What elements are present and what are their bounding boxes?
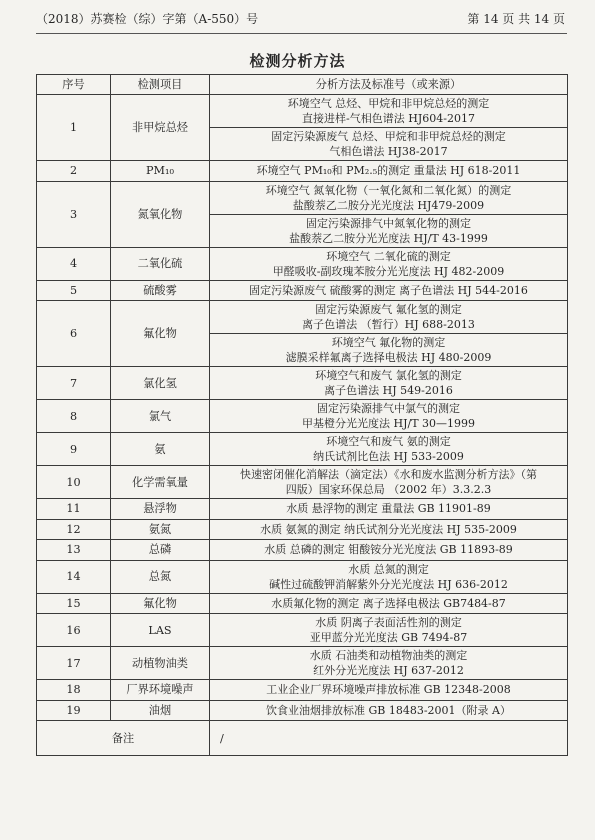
method-line: 水质 悬浮物的测定 重量法 GB 11901-89 xyxy=(286,502,491,516)
remark-value: / xyxy=(210,721,568,756)
row-number: 19 xyxy=(37,700,111,721)
row-number: 2 xyxy=(37,161,111,182)
table-row xyxy=(37,161,568,182)
row-number: 10 xyxy=(37,466,111,499)
test-item: 二氧化硫 xyxy=(111,247,210,280)
test-item: LAS xyxy=(111,614,210,647)
row-number: 3 xyxy=(37,181,111,247)
row-number: 12 xyxy=(37,519,111,540)
row-number: 17 xyxy=(37,647,111,680)
table-row xyxy=(37,700,568,721)
method-cell xyxy=(210,214,568,247)
method-line: 甲醛吸收-副玫瑰苯胺分光光度法 HJ 482-2009 xyxy=(272,264,505,278)
method-cell xyxy=(210,519,568,540)
table-row xyxy=(37,680,568,701)
test-item: 厂界环境噪声 xyxy=(111,680,210,701)
table-row xyxy=(37,301,568,334)
method-cell xyxy=(210,700,568,721)
table-row xyxy=(37,614,568,647)
page-title: 检测分析方法 xyxy=(249,52,346,70)
row-number: 15 xyxy=(37,593,111,614)
method-line: 碱性过硫酸钾消解紫外分光光度法 HJ 636-2012 xyxy=(269,577,508,591)
method-cell xyxy=(210,400,568,433)
test-item: 氯化氢 xyxy=(111,367,210,400)
test-item: 氯气 xyxy=(111,400,210,433)
method-cell xyxy=(210,647,568,680)
row-number: 11 xyxy=(37,499,111,520)
test-item: 悬浮物 xyxy=(111,499,210,520)
method-line: 环境空气 二氧化硫的测定 xyxy=(326,249,451,263)
method-line: 四版）国家环保总局 （2002 年）3.3.2.3 xyxy=(285,483,492,496)
method-line: 水质氟化物的测定 离子选择电极法 GB7484-87 xyxy=(271,596,506,610)
method-line: 环境空气和废气 氨的测定 xyxy=(326,435,451,448)
remark-row xyxy=(37,721,568,756)
test-item: 油烟 xyxy=(111,700,210,721)
method-cell xyxy=(210,680,568,701)
row-number: 14 xyxy=(37,560,111,593)
row-number: 5 xyxy=(37,280,111,301)
method-cell xyxy=(210,247,568,280)
method-line: 固定污染源废气 氟化氢的测定 xyxy=(315,303,462,316)
method-cell xyxy=(210,334,568,367)
methods-table xyxy=(36,74,568,756)
method-cell xyxy=(210,593,568,614)
table-header-row xyxy=(37,75,568,95)
row-number: 16 xyxy=(37,614,111,647)
test-item: 氨氮 xyxy=(111,519,210,540)
table-row xyxy=(37,466,568,499)
method-cell xyxy=(210,181,568,214)
remark-label: 备注 xyxy=(37,721,210,756)
method-line: 环境空气 氟化物的测定 xyxy=(331,336,446,349)
row-number: 6 xyxy=(37,301,111,367)
method-line: 红外分光光度法 HJ 637-2012 xyxy=(313,664,464,677)
method-line: 甲基橙分光光度法 HJ/T 30—1999 xyxy=(301,417,476,430)
method-cell xyxy=(210,433,568,466)
method-cell xyxy=(210,280,568,301)
method-cell xyxy=(210,95,568,128)
method-line: 快速密闭催化消解法（滴定法）《水和废水监测分析方法》（第 xyxy=(240,468,537,481)
test-item: 总磷 xyxy=(111,540,210,561)
method-line: 水质 总氮的测定 xyxy=(348,562,429,576)
method-line: 纳氏试剂比色法 HJ 533-2009 xyxy=(313,450,464,463)
column-header-item: 检测项目 xyxy=(111,75,210,95)
method-line: 盐酸萘乙二胺分光光度法 HJ479-2009 xyxy=(292,198,485,212)
table-body xyxy=(37,95,568,721)
test-item: 氨 xyxy=(111,433,210,466)
test-item: 非甲烷总烃 xyxy=(111,95,210,161)
method-cell xyxy=(210,614,568,647)
method-line: 固定污染源排气中氮氧化物的测定 xyxy=(306,216,471,230)
table-row xyxy=(37,560,568,593)
method-cell xyxy=(210,560,568,593)
header-divider xyxy=(36,33,567,34)
table-row xyxy=(37,181,568,214)
method-cell xyxy=(210,367,568,400)
method-line: 环境空气 氮氧化物（一氧化氮和二氧化氮）的测定 xyxy=(265,183,512,197)
test-item: 化学需氧量 xyxy=(111,466,210,499)
method-line: 水质 阴离子表面活性剂的测定 xyxy=(315,616,462,629)
row-number: 4 xyxy=(37,247,111,280)
row-number: 13 xyxy=(37,540,111,561)
method-cell xyxy=(210,301,568,334)
method-line: 离子色谱法 （暂行）HJ 688-2013 xyxy=(302,318,475,331)
method-line: 固定污染源排气中氯气的测定 xyxy=(317,402,460,415)
table-row xyxy=(37,593,568,614)
method-cell xyxy=(210,540,568,561)
table-row xyxy=(37,647,568,680)
test-item: 总氮 xyxy=(111,560,210,593)
page-indicator: 第 14 页 共 14 页 xyxy=(467,11,565,26)
table-row xyxy=(37,247,568,280)
method-cell xyxy=(210,161,568,182)
method-line: 水质 石油类和动植物油类的测定 xyxy=(309,649,468,662)
method-cell xyxy=(210,128,568,161)
test-item: PM₁₀ xyxy=(111,161,210,182)
method-line: 盐酸萘乙二胺分光光度法 HJ/T 43-1999 xyxy=(289,231,488,245)
row-number: 8 xyxy=(37,400,111,433)
method-line: 饮食业油烟排放标准 GB 18483-2001（附录 A） xyxy=(265,703,511,717)
column-header-no: 序号 xyxy=(37,75,111,95)
test-item: 氟化物 xyxy=(111,301,210,367)
method-line: 环境空气 PM₁₀和 PM₂.₅的测定 重量法 HJ 618-2011 xyxy=(256,164,521,178)
row-number: 7 xyxy=(37,367,111,400)
table-row xyxy=(37,280,568,301)
row-number: 1 xyxy=(37,95,111,161)
method-line: 水质 氨氮的测定 纳氏试剂分光光度法 HJ 535-2009 xyxy=(260,522,517,536)
test-item: 硫酸雾 xyxy=(111,280,210,301)
method-line: 气相色谱法 HJ38-2017 xyxy=(329,145,448,158)
method-line: 环境空气 总烃、甲烷和非甲烷总烃的测定 xyxy=(287,97,490,110)
method-line: 水质 总磷的测定 钼酸铵分光光度法 GB 11893-89 xyxy=(264,543,513,557)
test-item: 动植物油类 xyxy=(111,647,210,680)
method-line: 工业企业厂界环境噪声排放标准 GB 12348-2008 xyxy=(266,683,511,697)
table-row xyxy=(37,95,568,128)
row-number: 9 xyxy=(37,433,111,466)
table-row xyxy=(37,499,568,520)
method-line: 亚甲蓝分光光度法 GB 7494-87 xyxy=(309,631,468,644)
table-row xyxy=(37,367,568,400)
method-line: 环境空气和废气 氯化氢的测定 xyxy=(315,369,462,382)
method-line: 离子色谱法 HJ 549-2016 xyxy=(324,384,453,397)
method-line: 直接进样-气相色谱法 HJ604-2017 xyxy=(302,112,475,125)
method-line: 滤膜采样氟离子选择电极法 HJ 480-2009 xyxy=(285,351,492,364)
table-row xyxy=(37,540,568,561)
table-row xyxy=(37,433,568,466)
method-line: 固定污染源废气 硫酸雾的测定 离子色谱法 HJ 544-2016 xyxy=(249,283,528,297)
column-header-method: 分析方法及标准号（或来源） xyxy=(210,75,568,95)
page-header xyxy=(36,8,565,28)
method-line: 固定污染源废气 总烃、甲烷和非甲烷总烃的测定 xyxy=(271,130,506,143)
test-item: 氟化物 xyxy=(111,593,210,614)
row-number: 18 xyxy=(37,680,111,701)
table-row xyxy=(37,400,568,433)
method-cell xyxy=(210,466,568,499)
report-number: （2018）苏赛检（综）字第（A-550）号 xyxy=(36,11,259,26)
test-item: 氮氧化物 xyxy=(111,181,210,247)
method-cell xyxy=(210,499,568,520)
table-row xyxy=(37,519,568,540)
